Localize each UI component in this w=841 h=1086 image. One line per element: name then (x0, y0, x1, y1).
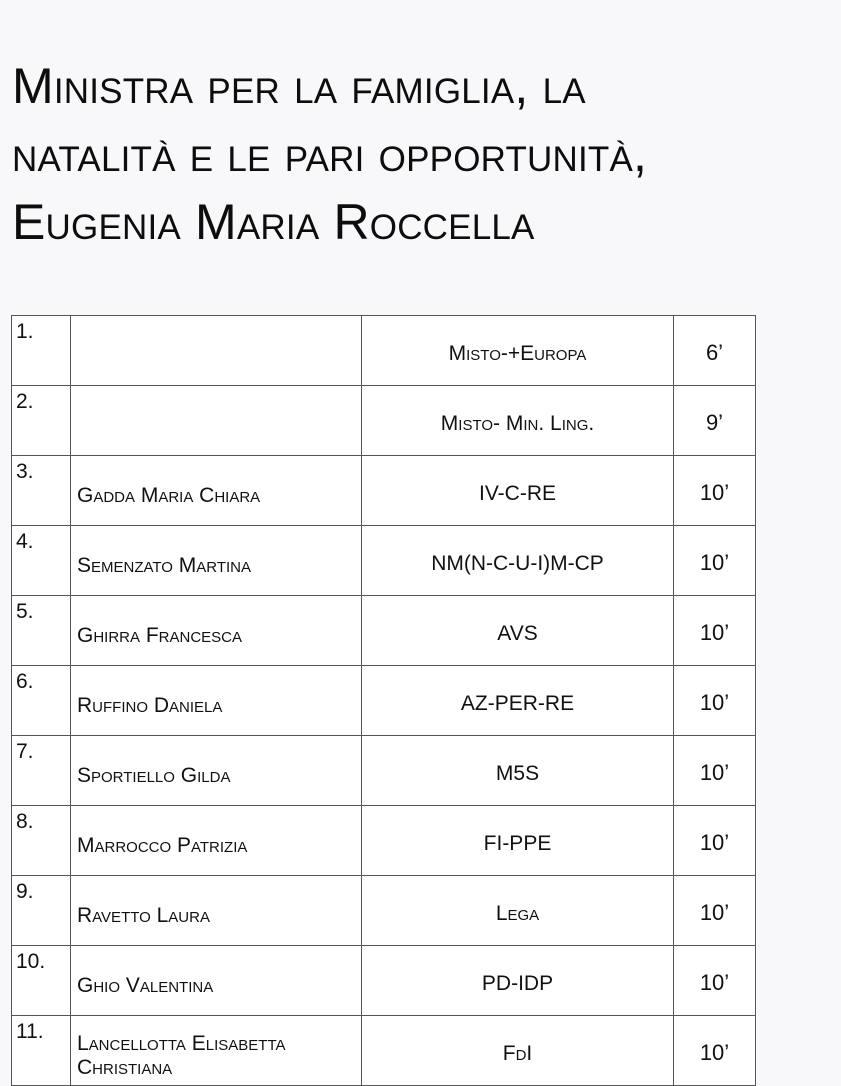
table-row (12, 526, 756, 596)
speaker-name: Ravetto Laura (71, 876, 362, 946)
row-number: 7. (12, 736, 71, 806)
table-row (12, 876, 756, 946)
speaker-name: Gadda Maria Chiara (71, 456, 362, 526)
speaker-name: Lancellotta Elisabetta Christiana (71, 1016, 362, 1086)
title-line-2: natalità e le pari opportunità, (12, 126, 648, 182)
row-number: 8. (12, 806, 71, 876)
table-row (12, 316, 756, 386)
speaking-time: 10’ (674, 596, 756, 666)
speaking-time: 10’ (674, 526, 756, 596)
speakers-table (11, 315, 756, 1086)
speaking-time: 10’ (674, 806, 756, 876)
row-number: 5. (12, 596, 71, 666)
parliamentary-group: Misto-+Europa (362, 316, 674, 386)
speaking-time: 10’ (674, 1016, 756, 1086)
table-row (12, 1016, 756, 1086)
speaking-time: 9’ (674, 386, 756, 456)
speaker-name (71, 386, 362, 456)
table-row (12, 596, 756, 666)
parliamentary-group: AZ-PER-RE (362, 666, 674, 736)
parliamentary-group: Misto- Min. Ling. (362, 386, 674, 456)
speaker-name: Marrocco Patrizia (71, 806, 362, 876)
parliamentary-group: FdI (362, 1016, 674, 1086)
speaking-time: 10’ (674, 736, 756, 806)
speaking-time: 10’ (674, 946, 756, 1016)
parliamentary-group: M5S (362, 736, 674, 806)
parliamentary-group: IV-C-RE (362, 456, 674, 526)
table-row (12, 456, 756, 526)
speaker-name: Ghirra Francesca (71, 596, 362, 666)
table-row (12, 666, 756, 736)
title-line-1: Ministra per la famiglia, la (12, 58, 586, 114)
row-number: 2. (12, 386, 71, 456)
row-number: 1. (12, 316, 71, 386)
speaking-time: 10’ (674, 666, 756, 736)
title-line-3: Eugenia Maria Roccella (12, 194, 535, 250)
speaker-name: Ruffino Daniela (71, 666, 362, 736)
parliamentary-group: FI-PPE (362, 806, 674, 876)
row-number: 11. (12, 1016, 71, 1086)
speaker-name: Sportiello Gilda (71, 736, 362, 806)
table-row (12, 736, 756, 806)
row-number: 9. (12, 876, 71, 946)
parliamentary-group: PD-IDP (362, 946, 674, 1016)
speaker-name: Ghio Valentina (71, 946, 362, 1016)
speaking-time: 10’ (674, 876, 756, 946)
row-number: 6. (12, 666, 71, 736)
speaker-name: Semenzato Martina (71, 526, 362, 596)
speakers-table-body (12, 316, 756, 1086)
parliamentary-group: Lega (362, 876, 674, 946)
speaking-time: 10’ (674, 456, 756, 526)
table-row (12, 386, 756, 456)
speaking-time: 6’ (674, 316, 756, 386)
row-number: 3. (12, 456, 71, 526)
speaker-name (71, 316, 362, 386)
row-number: 4. (12, 526, 71, 596)
parliamentary-group: NM(N-C-U-I)M-CP (362, 526, 674, 596)
table-row (12, 806, 756, 876)
page-title (12, 52, 832, 256)
parliamentary-group: AVS (362, 596, 674, 666)
row-number: 10. (12, 946, 71, 1016)
table-row (12, 946, 756, 1016)
